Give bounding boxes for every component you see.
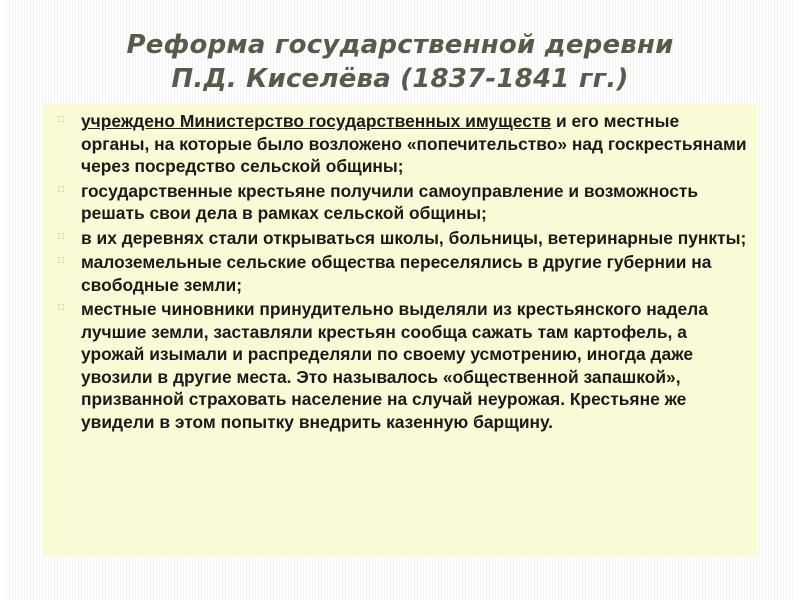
bullet-text: малоземельные сельские общества переселялись в другие губернии на свободные земли; bbox=[81, 252, 712, 295]
square-bullet-icon: □ bbox=[58, 255, 65, 266]
bullet-text: местные чиновники принудительно выделяли из крестьянского надела лучшие земли, заставляли крестьян сообща сажать там картофель, а урожай изымали и распределяли по своему усмотрению, иногда даже увозили в другие места. Это называлось «общественной запашкой», призванной страховать население на случай неурожая. Крестьяне же увидели в этом попытку внедрить казенную барщину. bbox=[81, 299, 708, 432]
bullet-lead-text: учреждено Министерство государственных имуществ bbox=[81, 111, 552, 131]
bullet-text: государственные крестьяне получили самоуправление и возможность решать свои дела в рамках сельской общины; bbox=[81, 180, 699, 223]
square-bullet-icon: □ bbox=[58, 114, 65, 125]
list-item bbox=[42, 110, 752, 178]
title-line-2: П.Д. Киселёва (1837-1841 гг.) bbox=[171, 64, 629, 94]
bullet-text: в их деревнях стали открываться школы, больницы, ветеринарные пункты; bbox=[81, 227, 747, 248]
list-item bbox=[42, 298, 752, 433]
content-box bbox=[42, 103, 758, 556]
list-item bbox=[42, 180, 752, 225]
list-item bbox=[42, 227, 752, 250]
square-bullet-icon: □ bbox=[58, 183, 65, 195]
square-bullet-icon: □ bbox=[58, 302, 65, 313]
slide-title bbox=[40, 28, 760, 96]
title-line-1: Реформа государственной деревни bbox=[126, 30, 674, 60]
square-bullet-icon: □ bbox=[58, 230, 65, 242]
list-item bbox=[42, 251, 752, 296]
bullet-text: и его местные органы, на которые было возложено «попечительство» над госкрестьянами через посредство сельской общины; bbox=[81, 111, 747, 176]
bullet-list bbox=[42, 103, 758, 433]
